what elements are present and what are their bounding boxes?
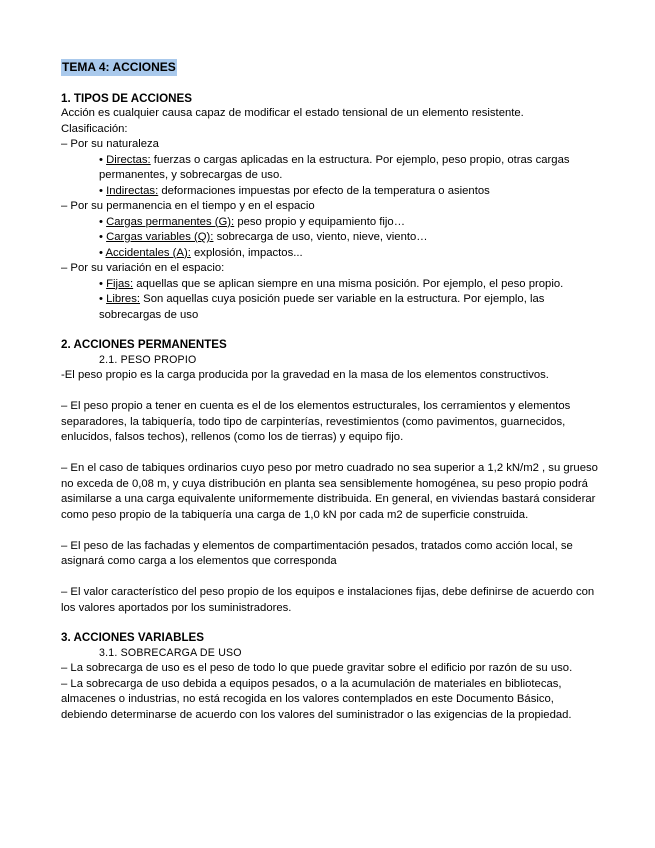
term-accidentales: Accidentales (A): [105,246,191,259]
subsection-heading-peso-propio: 2.1. PESO PROPIO [99,353,197,366]
subsection-heading-sobrecarga: 3.1. SOBRECARGA DE USO [99,646,242,659]
term-permanentes: Cargas permanentes (G): [106,215,235,228]
term-indirectas: Indirectas: [106,184,159,197]
text-permanentes: peso propio y equipamiento fijo… [234,215,405,228]
text-accidentales: explosión, impactos... [190,246,303,259]
document-body [61,59,601,723]
group-label-naturaleza: – Por su naturaleza [61,138,159,150]
section-heading-permanentes: 2. ACCIONES PERMANENTES [61,338,227,351]
paragraph-peso-4: – El peso de las fachadas y elementos de compartimentación pesados, tratados como acción local, se asignará como carga a los elementos que corresponda [61,539,573,567]
term-variables: Cargas variables (Q): [106,231,214,243]
term-libres: Libres: [106,293,141,305]
text-libres: Son aquellas cuya posición puede ser variable en la estructura. Por ejemplo, las sobrecargas de uso [99,293,545,321]
text-fijas: aquellas que se aplican siempre en una misma posición. Por ejemplo, el peso propio. [133,277,564,290]
group-label-permanencia: – Por su permanencia en el tiempo y en el espacio [61,200,315,212]
paragraph-peso-5: – El valor característico del peso propio de los equipos e instalaciones fijas, debe definirse de acuerdo con los valores aportados por los suministradores. [61,586,595,614]
paragraph-peso-1: -El peso propio es la carga producida por la gravedad en la masa de los elementos constructivos. [61,369,549,381]
paragraph-peso-2: – El peso propio a tener en cuenta es el de los elementos estructurales, los cerramientos y elementos separadores, la tabiquería, todo tipo de carpinterías, revestimientos (como pavimentos, guarnecidos, enlucidos, falsos techos), rellenos (como los de tierras) y equipo fijo. [61,400,571,443]
section-heading-variables: 3. ACCIONES VARIABLES [61,631,205,644]
document-title: TEMA 4: ACCIONES [62,60,176,74]
list-item-libres: • Libres: Son aquellas cuya posición puede ser variable en la estructura. Por ejemplo, las sobrecargas de uso [99,293,545,321]
text-indirectas: deformaciones impuestas por efecto de la temperatura o asientos [158,184,490,197]
paragraph-sobrecarga-2: – La sobrecarga de uso debida a equipos pesados, o a la acumulación de materiales en bibliotecas, almacenes o industrias, no está recogida en los valores contemplados en este Documento Básico, debiendo determinarse de acuerdo con los valores del suministrador o las exigencias de la propiedad. [61,677,572,721]
list-item-indirectas: • Indirectas: deformaciones impuestas por efecto de la temperatura o asientos [99,184,490,197]
section-heading-tipos: 1. TIPOS DE ACCIONES [61,91,192,105]
list-item-fijas: • Fijas: aquellas que se aplican siempre en una misma posición. Por ejemplo, el peso propio. [99,277,564,290]
paragraph-intro: Acción es cualquier causa capaz de modificar el estado tensional de un elemento resistente. [61,107,524,119]
paragraph-sobrecarga-1: – La sobrecarga de uso es el peso de todo lo que puede gravitar sobre el edificio por razón de su uso. [61,662,573,674]
clasificacion-label: Clasificación: [61,122,128,135]
list-item-permanentes: • Cargas permanentes (G): peso propio y equipamiento fijo… [99,215,405,228]
list-item-accidentales: • Accidentales (A): explosión, impactos... [99,246,303,259]
list-item-directas: • Directas: fuerzas o cargas aplicadas en la estructura. Por ejemplo, peso propio, otras cargas permanentes, y sobrecargas de uso. [99,153,570,181]
list-item-variables: • Cargas variables (Q): sobrecarga de uso, viento, nieve, viento… [99,231,428,243]
text-directas: fuerzas o cargas aplicadas en la estructura. Por ejemplo, peso propio, otras cargas permanentes, y sobrecargas de uso. [99,153,570,181]
term-directas: Directas: [106,153,151,166]
group-label-variacion: – Por su variación en el espacio: [61,262,225,274]
paragraph-peso-3: – En el caso de tabiques ordinarios cuyo peso por metro cuadrado no sea superior a 1,2 kN/m2 , su grueso no exceda de 0,08 m, y cuya distribución en planta sea sensiblemente homogénea, su peso propio podrá asimilarse a una carga equivalente uniformemente distribuida. En general, en viviendas bastará considerar como peso propio de la tabiquería una carga de 1,0 kN por cada m2 de superficie construida. [61,462,598,521]
text-variables: sobrecarga de uso, viento, nieve, viento… [213,231,428,243]
term-fijas: Fijas: [106,277,134,290]
